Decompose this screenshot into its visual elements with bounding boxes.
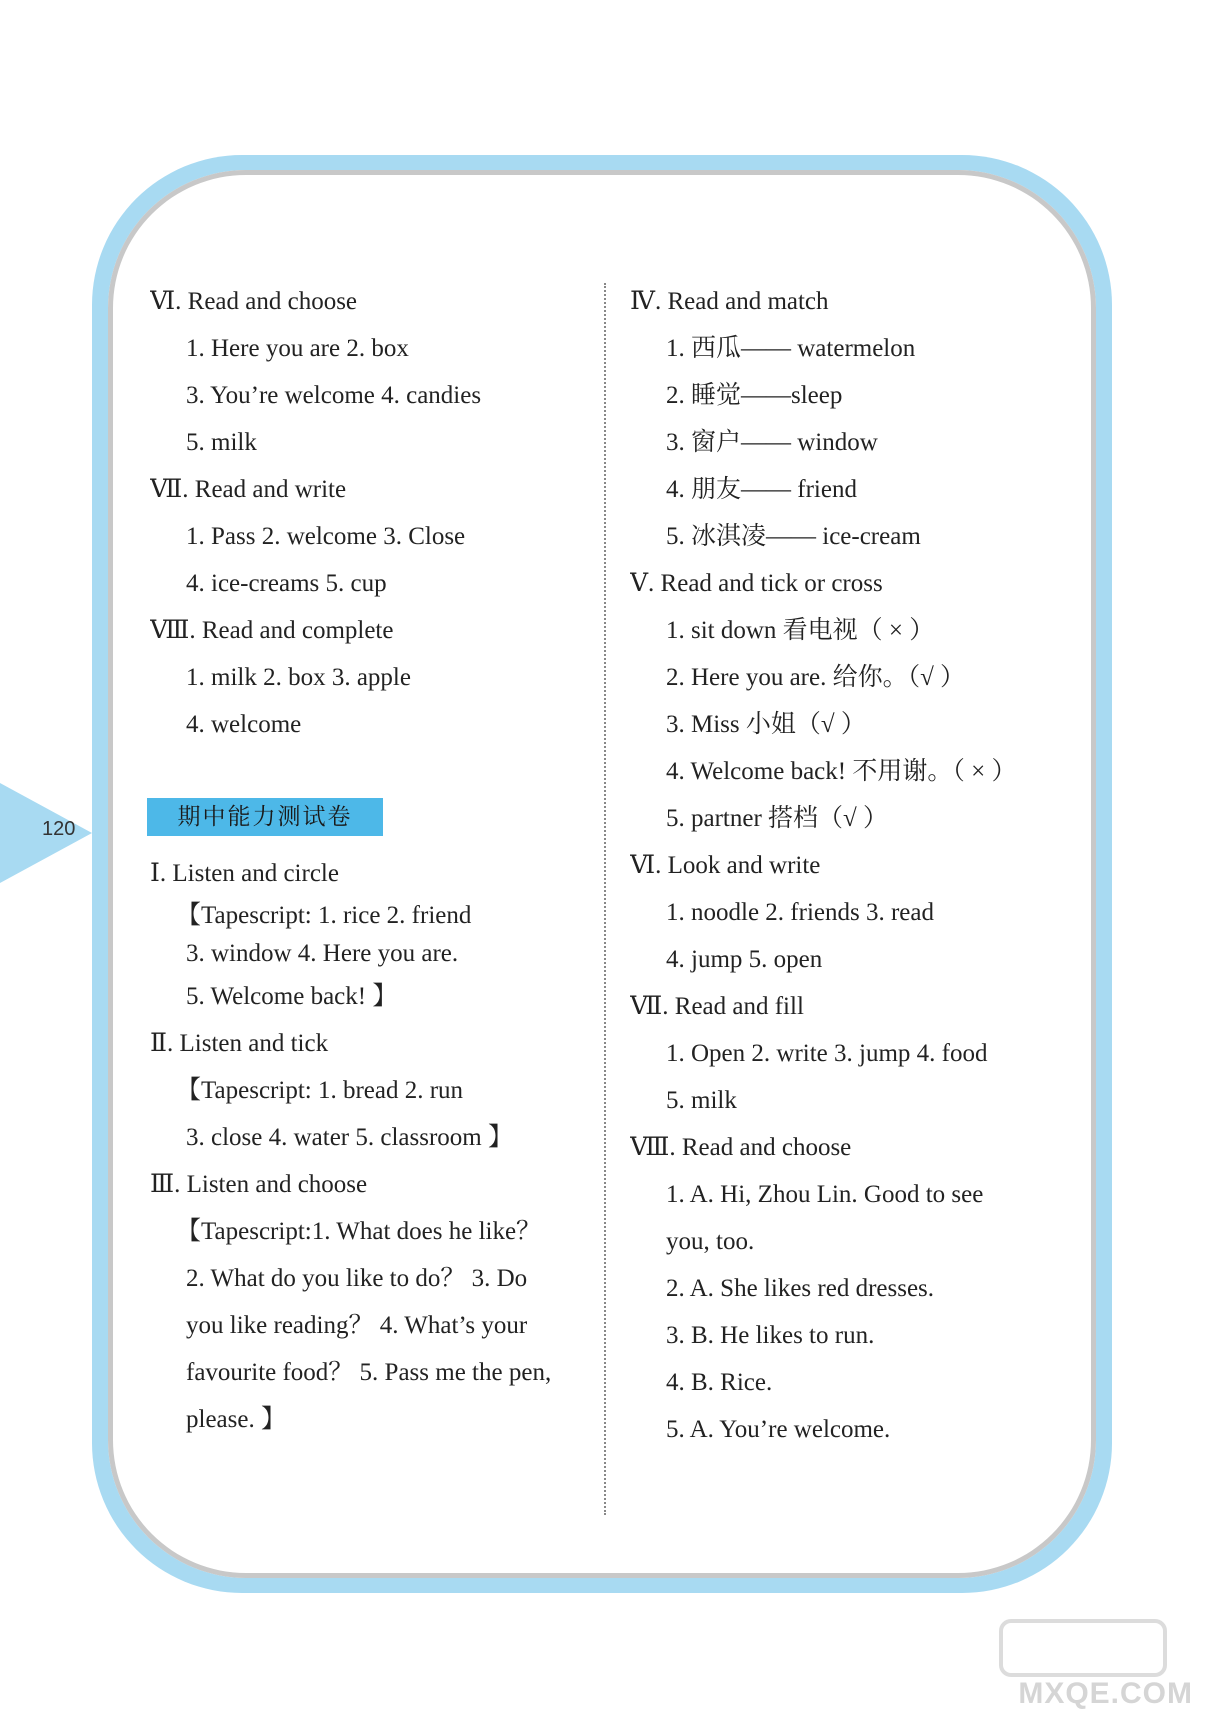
answer-line: 4. jump 5. open bbox=[666, 946, 823, 973]
column-divider bbox=[604, 283, 606, 1515]
answer-line: 1. milk 2. box 3. apple bbox=[186, 664, 411, 691]
answer-line: 5. A. You’re welcome. bbox=[666, 1416, 891, 1443]
answer-line: 4. Welcome back! 不用谢。（ × ） bbox=[666, 758, 1017, 785]
section-heading: Ⅳ. Read and match bbox=[630, 288, 829, 315]
answer-line: 1. 西瓜—— watermelon bbox=[666, 335, 916, 362]
watermark-text: MXQE.COM bbox=[1018, 1677, 1193, 1710]
midterm-banner: 期中能力测试卷 bbox=[147, 798, 383, 836]
tapescript-line: please. 】 bbox=[186, 1406, 286, 1433]
answer-line: 1. A. Hi, Zhou Lin. Good to see bbox=[666, 1181, 984, 1208]
answer-line: 4. B. Rice. bbox=[666, 1369, 773, 1396]
section-heading: Ⅴ. Read and tick or cross bbox=[630, 570, 883, 597]
answer-line: 1. Pass 2. welcome 3. Close bbox=[186, 523, 466, 550]
answer-line: 5. milk bbox=[186, 429, 257, 456]
answer-line: 1. Open 2. write 3. jump 4. food bbox=[666, 1040, 988, 1067]
answer-line: 3. 窗户—— window bbox=[666, 429, 878, 456]
answer-line: you, too. bbox=[666, 1228, 755, 1255]
tapescript-line: 【Tapescript:1. What does he like？ bbox=[176, 1218, 542, 1245]
spacer bbox=[150, 748, 590, 788]
tapescript-line: you like reading？ 4. What’s your bbox=[186, 1312, 528, 1339]
answer-line: 2. Here you are. 给你。（√ ） bbox=[666, 664, 966, 691]
answer-line: 2. 睡觉——sleep bbox=[666, 382, 843, 409]
page-number: 120 bbox=[42, 818, 76, 840]
answer-line: 1. Here you are 2. box bbox=[186, 335, 409, 362]
answer-line: 5. milk bbox=[666, 1087, 737, 1114]
tapescript-line: 2. What do you like to do？ 3. Do bbox=[186, 1265, 528, 1292]
tapescript-line: 【Tapescript: 1. bread 2. run bbox=[176, 1077, 464, 1104]
section-heading: Ⅲ. Listen and choose bbox=[150, 1171, 368, 1198]
watermark-logo bbox=[999, 1619, 1167, 1677]
answer-line: 1. sit down 看电视（ × ） bbox=[666, 617, 935, 644]
answer-line: 5. 冰淇凌—— ice-cream bbox=[666, 523, 921, 550]
answer-line: 4. ice-creams 5. cup bbox=[186, 570, 387, 597]
section-heading: Ⅵ. Look and write bbox=[630, 852, 821, 879]
left-column bbox=[150, 278, 590, 1443]
midterm-banner-wrap bbox=[150, 788, 590, 850]
answer-line: 3. B. He likes to run. bbox=[666, 1322, 875, 1349]
section-heading: Ⅶ. Read and fill bbox=[630, 993, 804, 1020]
tapescript-line: favourite food？ 5. Pass me the pen, bbox=[186, 1359, 552, 1386]
tapescript-line: 3. close 4. water 5. classroom 】 bbox=[186, 1124, 514, 1151]
tapescript-line: 5. Welcome back! 】 bbox=[186, 983, 398, 1010]
answer-line: 3. You’re welcome 4. candies bbox=[186, 382, 482, 409]
section-heading: Ⅷ. Read and complete bbox=[150, 617, 394, 644]
answer-line: 1. noodle 2. friends 3. read bbox=[666, 899, 934, 926]
answer-line: 5. partner 搭档（√ ） bbox=[666, 805, 889, 832]
answer-line: 2. A. She likes red dresses. bbox=[666, 1275, 935, 1302]
section-heading: Ⅱ. Listen and tick bbox=[150, 1030, 329, 1057]
section-heading: Ⅷ. Read and choose bbox=[630, 1134, 852, 1161]
tapescript-line: 【Tapescript: 1. rice 2. friend bbox=[176, 902, 472, 929]
answer-line: 4. welcome bbox=[186, 711, 302, 738]
section-heading: Ⅰ. Listen and circle bbox=[150, 860, 339, 887]
section-heading: Ⅵ. Read and choose bbox=[150, 288, 358, 315]
tapescript-line: 3. window 4. Here you are. bbox=[186, 940, 459, 967]
section-heading: Ⅶ. Read and write bbox=[150, 476, 347, 503]
answer-line: 3. Miss 小姐（√ ） bbox=[666, 711, 866, 738]
answer-line: 4. 朋友—— friend bbox=[666, 476, 857, 503]
right-column bbox=[630, 278, 1070, 1453]
